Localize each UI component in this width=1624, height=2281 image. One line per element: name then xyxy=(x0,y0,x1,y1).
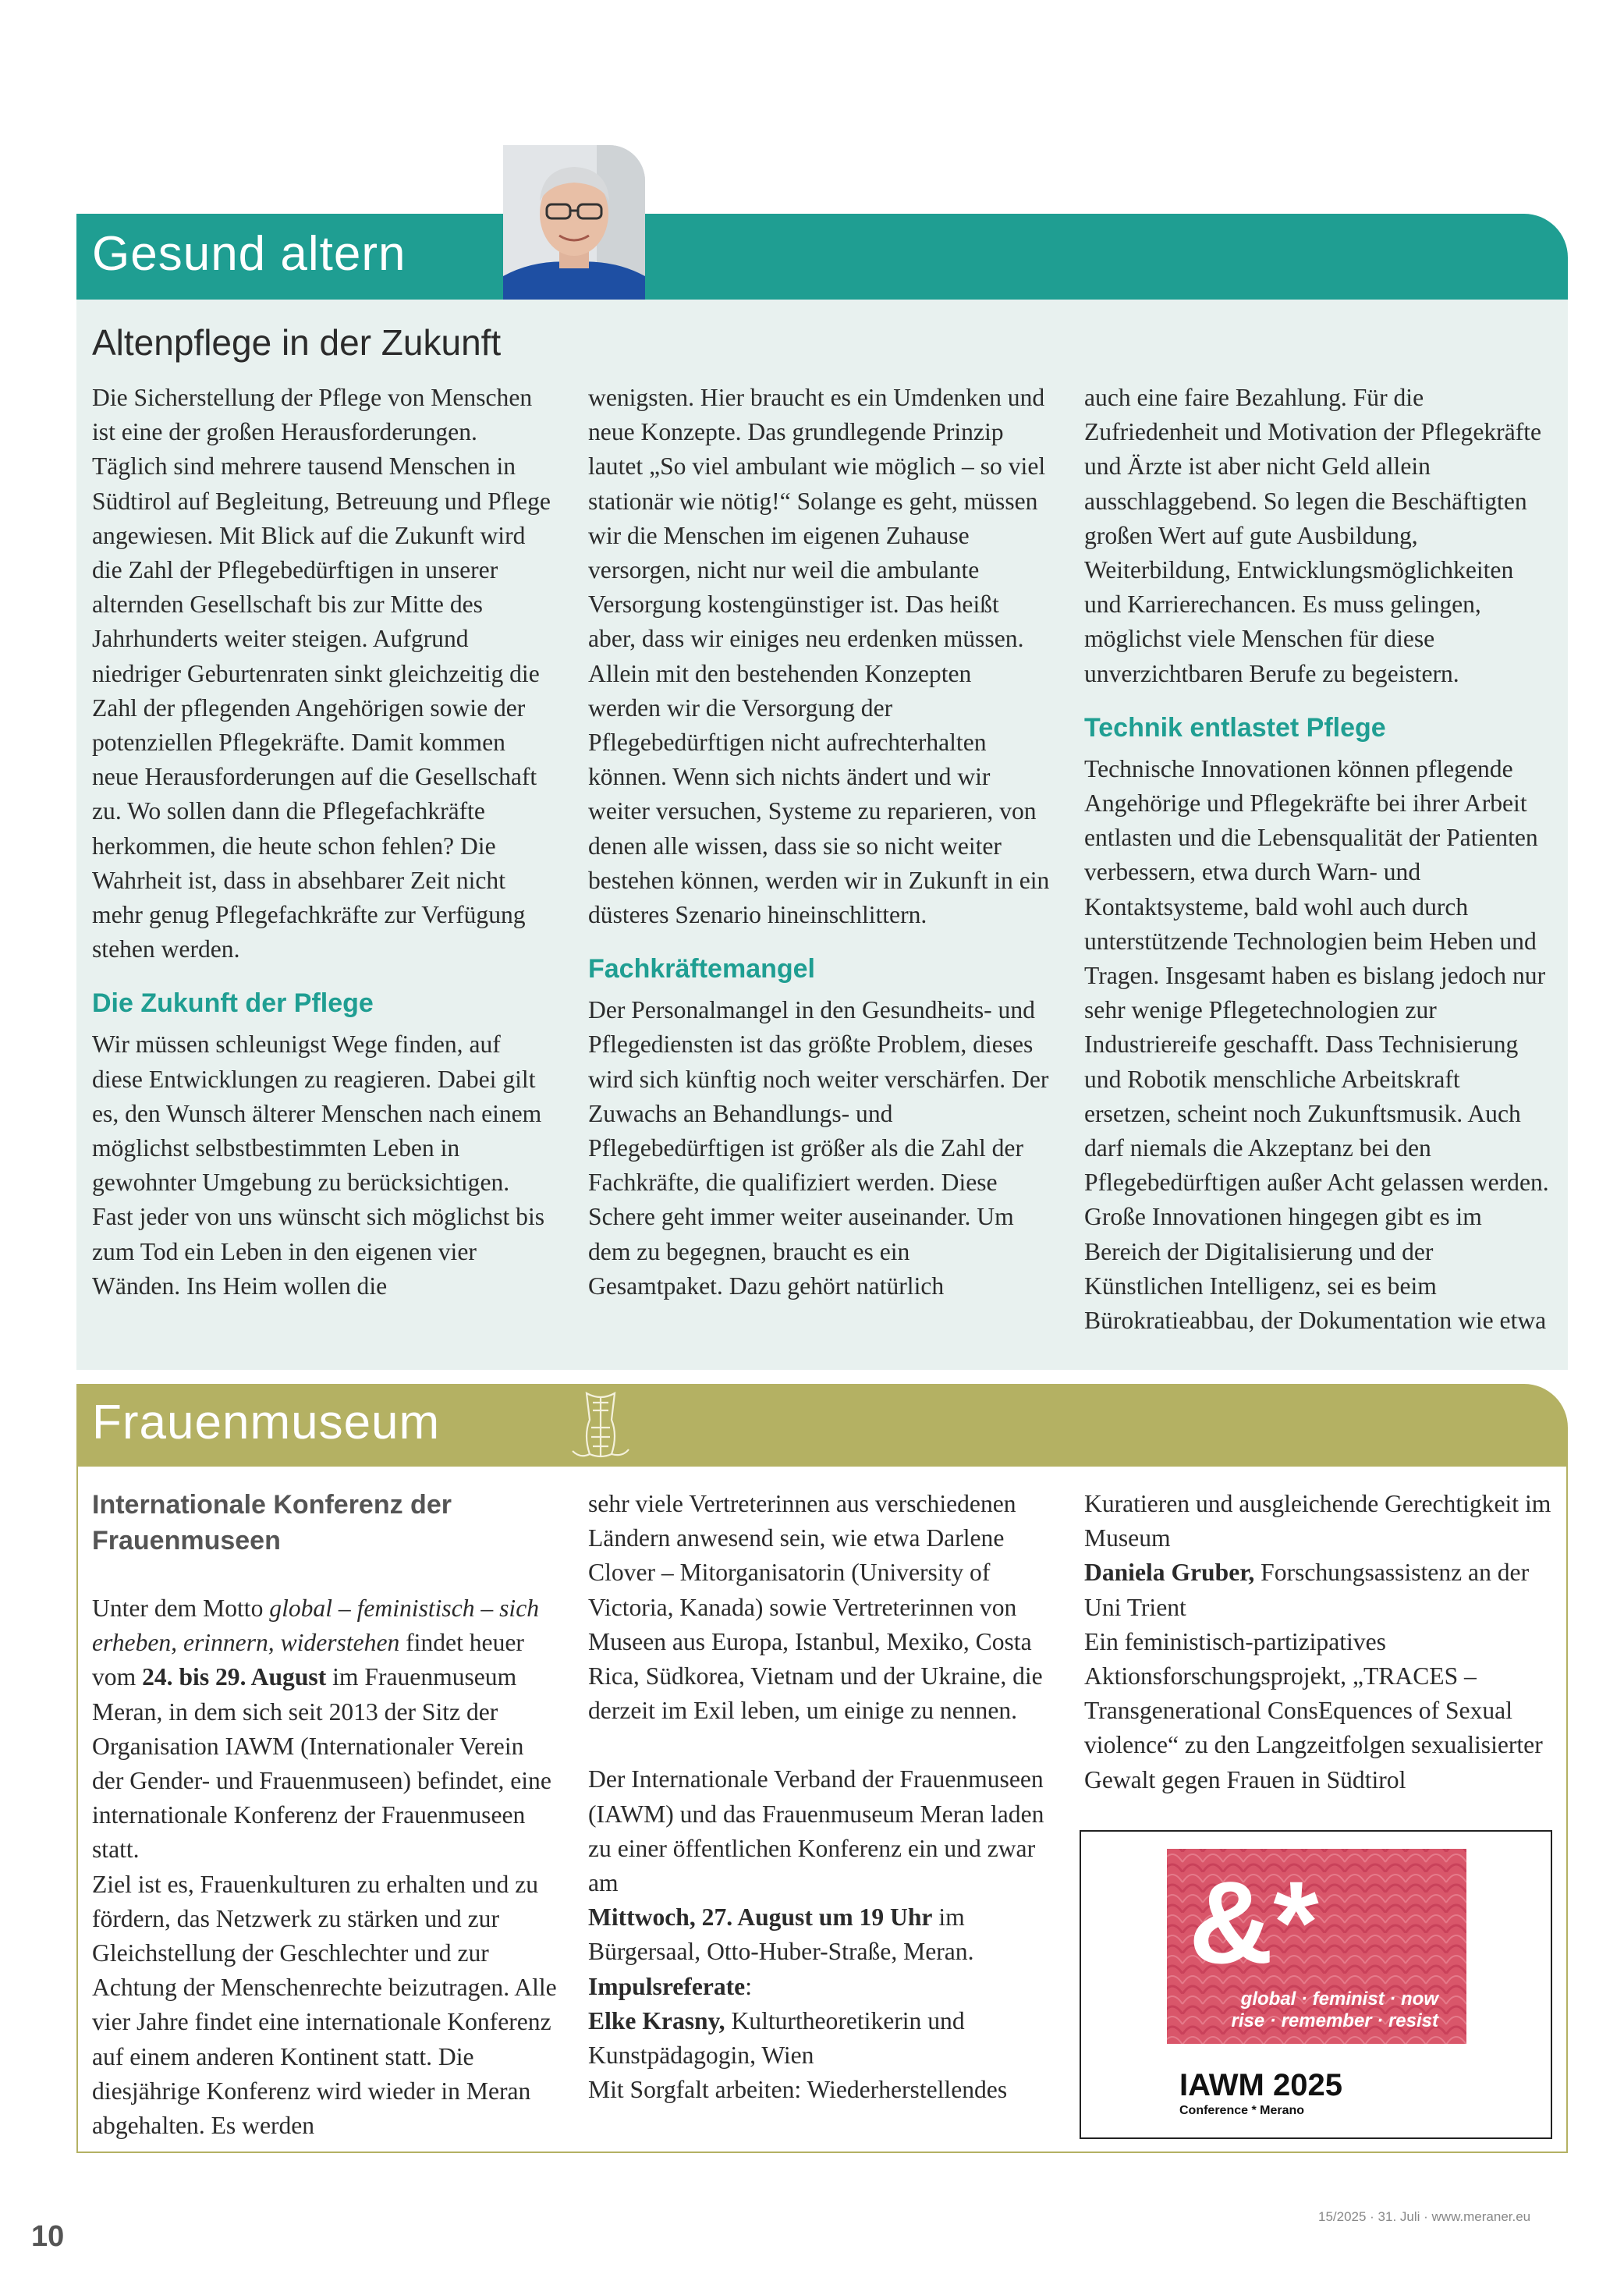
motto: global – feministisch – sich erheben, erinnern, widerstehen xyxy=(92,1595,540,1657)
paragraph: Wir müssen schleunigst Wege finden, auf diese Entwicklungen zu reagieren. Dabei gilt es, den Wunsch älterer Menschen nach einem möglichst selbstbestimmten Leben in gewohnter Umgebung zu berücksichtigen. Fast jeder von uns wünscht sich möglichst bis zum Tod ein Leben in den eigenen vier Wänden. Ins Heim wollen die xyxy=(92,1031,545,1300)
poster-line-2: rise · remember · resist xyxy=(1231,2010,1438,2031)
section-title: Frauenmuseum xyxy=(92,1396,441,1449)
article-column-3 xyxy=(1084,1487,1558,1797)
conference-dates: 24. bis 29. August xyxy=(142,1663,327,1691)
article-column-3 xyxy=(1084,381,1552,1338)
paragraph: Der Internationale Verband der Frauenmuseen (IAWM) und das Frauenmuseum Meran laden zu einer öffentlichen Konferenz ein und zwar am xyxy=(588,1765,1044,1897)
paragraph: Unter dem Motto global – feministisch – sich erheben, erinnern, widerstehen findet heuer vom 24. bis 29. August im Frauenmuseum Meran, in dem sich seit 2013 der Sitz der Organisation IAWM (Internationaler Verein der Gender- und Frauenmuseen) befindet, eine internationale Konferenz der Frauenmuseen statt. xyxy=(92,1595,551,1864)
author-portrait xyxy=(503,145,645,300)
paragraph: Ein feministisch-partizipatives Aktionsforschungsprojekt, „TRACES – Transgenerational ConsEquences of Sexual violence“ zu den Langzeitfolgen sexualisierter Gewalt gegen Frauen in Südtirol xyxy=(1084,1627,1543,1793)
article-column-2 xyxy=(588,1487,1053,2107)
article-column-1 xyxy=(92,381,554,1304)
poster-graphic xyxy=(1081,1832,1551,2137)
paragraph: Impulsreferate: xyxy=(588,1972,752,2000)
paragraph: Ziel ist es, Frauenkulturen zu erhalten und zu fördern, das Netzwerk zu stärken und zur Gleichstellung der Geschlechter und zur Achtung der Menschenrechte beizutragen. Alle vier Jahre findet eine internationale Konferenz auf einem anderen Kontinent statt. Die diesjährige Konferenz wird wieder in Meran abgehalten. Es werden xyxy=(92,1870,557,2140)
paragraph: Daniela Gruber, Forschungsassistenz an der Uni Trient xyxy=(1084,1559,1530,1621)
paragraph: Mittwoch, 27. August um 19 Uhr im Bürgersaal, Otto-Huber-Straße, Meran. xyxy=(588,1903,974,1966)
article-subtitle: Internationale Konferenz der Frauenmuseen xyxy=(92,1490,452,1556)
event-date: Mittwoch, 27. August um 19 Uhr xyxy=(588,1903,933,1932)
subheading: Die Zukunft der Pflege xyxy=(92,988,374,1019)
subheading: Fachkräftemangel xyxy=(588,954,815,984)
conference-poster xyxy=(1080,1830,1552,2139)
speaker-name: Daniela Gruber, xyxy=(1084,1559,1255,1587)
poster-brand: IAWM 2025 xyxy=(1179,2068,1342,2102)
article-subtitle: Altenpflege in der Zukunft xyxy=(92,322,502,363)
article-column-1 xyxy=(92,1591,557,2143)
paragraph: auch eine faire Bezahlung. Für die Zufriedenheit und Motivation der Pflegekräfte und Ärzte ist aber nicht Geld allein ausschlaggebend. So legen die Beschäftigten großen Wert auf gute Ausbildung, Weiterbildung, Entwicklungsmöglichkeiten und Karrierechancen. Es muss gelingen, möglichst viele Menschen für diese unverzichtbaren Berufe zu begeistern. xyxy=(1084,384,1542,687)
paragraph: wenigsten. Hier braucht es ein Umdenken und neue Konzepte. Das grundlegende Prinzip lautet „So viel ambulant wie möglich – so viel stationär wie nötig!“ Solange es geht, müssen wir die Menschen im eigenen Zuhause versorgen, nicht nur weil die ambulante Versorgung kostengünstiger ist. Das heißt aber, dass wir einiges neu erdenken müssen. Allein mit den bestehenden Konzepten werden wir die Versorgung der Pflegebedürftigen nicht aufrechterhalten können. Wenn sich nichts ändert und wir weiter versuchen, Systeme zu reparieren, von denen alle wissen, dass sie so nicht weiter bestehen können, werden wir in Zukunft in ein düsteres Szenario hineinschlittern. xyxy=(588,384,1050,929)
section-title: Gesund altern xyxy=(92,227,406,281)
paragraph: Der Personalmangel in den Gesundheits- und Pflegediensten ist das größte Problem, dieses wird sich künftig noch weiter verschärfen. Der Zuwachs an Behandlungs- und Pflegebedürftigen ist größer als die Zahl der Fachkräfte, die qualifiziert werden. Diese Schere geht immer weiter auseinander. Um dem zu begegnen, braucht es ein Gesamtpaket. Dazu gehört natürlich xyxy=(588,996,1049,1300)
portrait-image xyxy=(503,145,645,300)
corset-icon xyxy=(563,1389,638,1463)
impulse-heading: Impulsreferate xyxy=(588,1972,746,2000)
paragraph: Kuratieren und ausgleichende Gerechtigkeit im Museum xyxy=(1084,1490,1551,1552)
paragraph: sehr viele Vertreterinnen aus verschiedenen Ländern anwesend sein, wie etwa Darlene Clover – Mitorganisatorin (University of Victoria, Kanada) sowie Vertreterinnen von Museen aus Europa, Istanbul, Mexiko, Costa Rica, Südkorea, Vietnam und der Ukraine, die derzeit im Exil leben, um einige zu nennen. xyxy=(588,1490,1043,1725)
speaker-name: Elke Krasny, xyxy=(588,2006,725,2034)
article-column-2 xyxy=(588,381,1050,1304)
page-number: 10 xyxy=(31,2220,65,2253)
paragraph: Technische Innovationen können pflegende Angehörige und Pflegekräfte bei ihrer Arbeit entlasten und die Lebensqualität der Patienten verbessern, etwa durch Warn- und Kontaktsysteme, bald wohl auch durch unterstützende Technologien beim Heben und Tragen. Insgesamt haben es bislang jedoch nur sehr wenige Pflegetechnologien zur Industriereife geschafft. Dass Technisierung und Robotik menschliche Arbeitskraft ersetzen, scheint noch Zukunftsmusik. Auch darf niemals die Akzeptanz bei den Pflegebedürftigen außer Acht gelassen werden. Große Innovationen hingegen gibt es im Bereich der Digitalisierung und der Künstlichen Intelligenz, sei es beim Bürokratieabbau, der Dokumentation wie etwa xyxy=(1084,754,1549,1335)
subheading: Technik entlastet Pflege xyxy=(1084,712,1386,743)
paragraph: Die Sicherstellung der Pflege von Menschen ist eine der großen Herausforderungen. Täglich sind mehrere tausend Menschen in Südtirol auf Begleitung, Betreuung und Pflege angewiesen. Mit Blick auf die Zukunft wird die Zahl der Pflegebedürftigen in unserer alternden Gesellschaft bis zur Mitte des Jahrhunderts weiter steigen. Aufgrund niedriger Geburtenraten sinkt gleichzeitig die Zahl der pflegenden Angehörigen sowie der potenziellen Pflegekräfte. Damit kommen neue Herausforderungen auf die Gesellschaft zu. Wo sollen dann die Pflegefachkräfte herkommen, die heute schon fehlen? Die Wahrheit ist, dass in absehbarer Zeit nicht mehr genug Pflegefachkräfte zur Verfügung stehen werden. xyxy=(92,384,551,963)
paragraph: Mit Sorgfalt arbeiten: Wiederherstellendes xyxy=(588,2076,1008,2104)
poster-symbol: &* xyxy=(1189,1857,1319,1988)
poster-conference-label: Conference * Merano xyxy=(1179,2104,1305,2117)
paragraph: Elke Krasny, Kulturtheoretikerin und Kunstpädagogin, Wien xyxy=(588,2006,965,2070)
issue-info: 15/2025 · 31. Juli · www.meraner.eu xyxy=(1318,2209,1531,2224)
poster-line-1: global · feminist · now xyxy=(1240,1988,1438,2010)
